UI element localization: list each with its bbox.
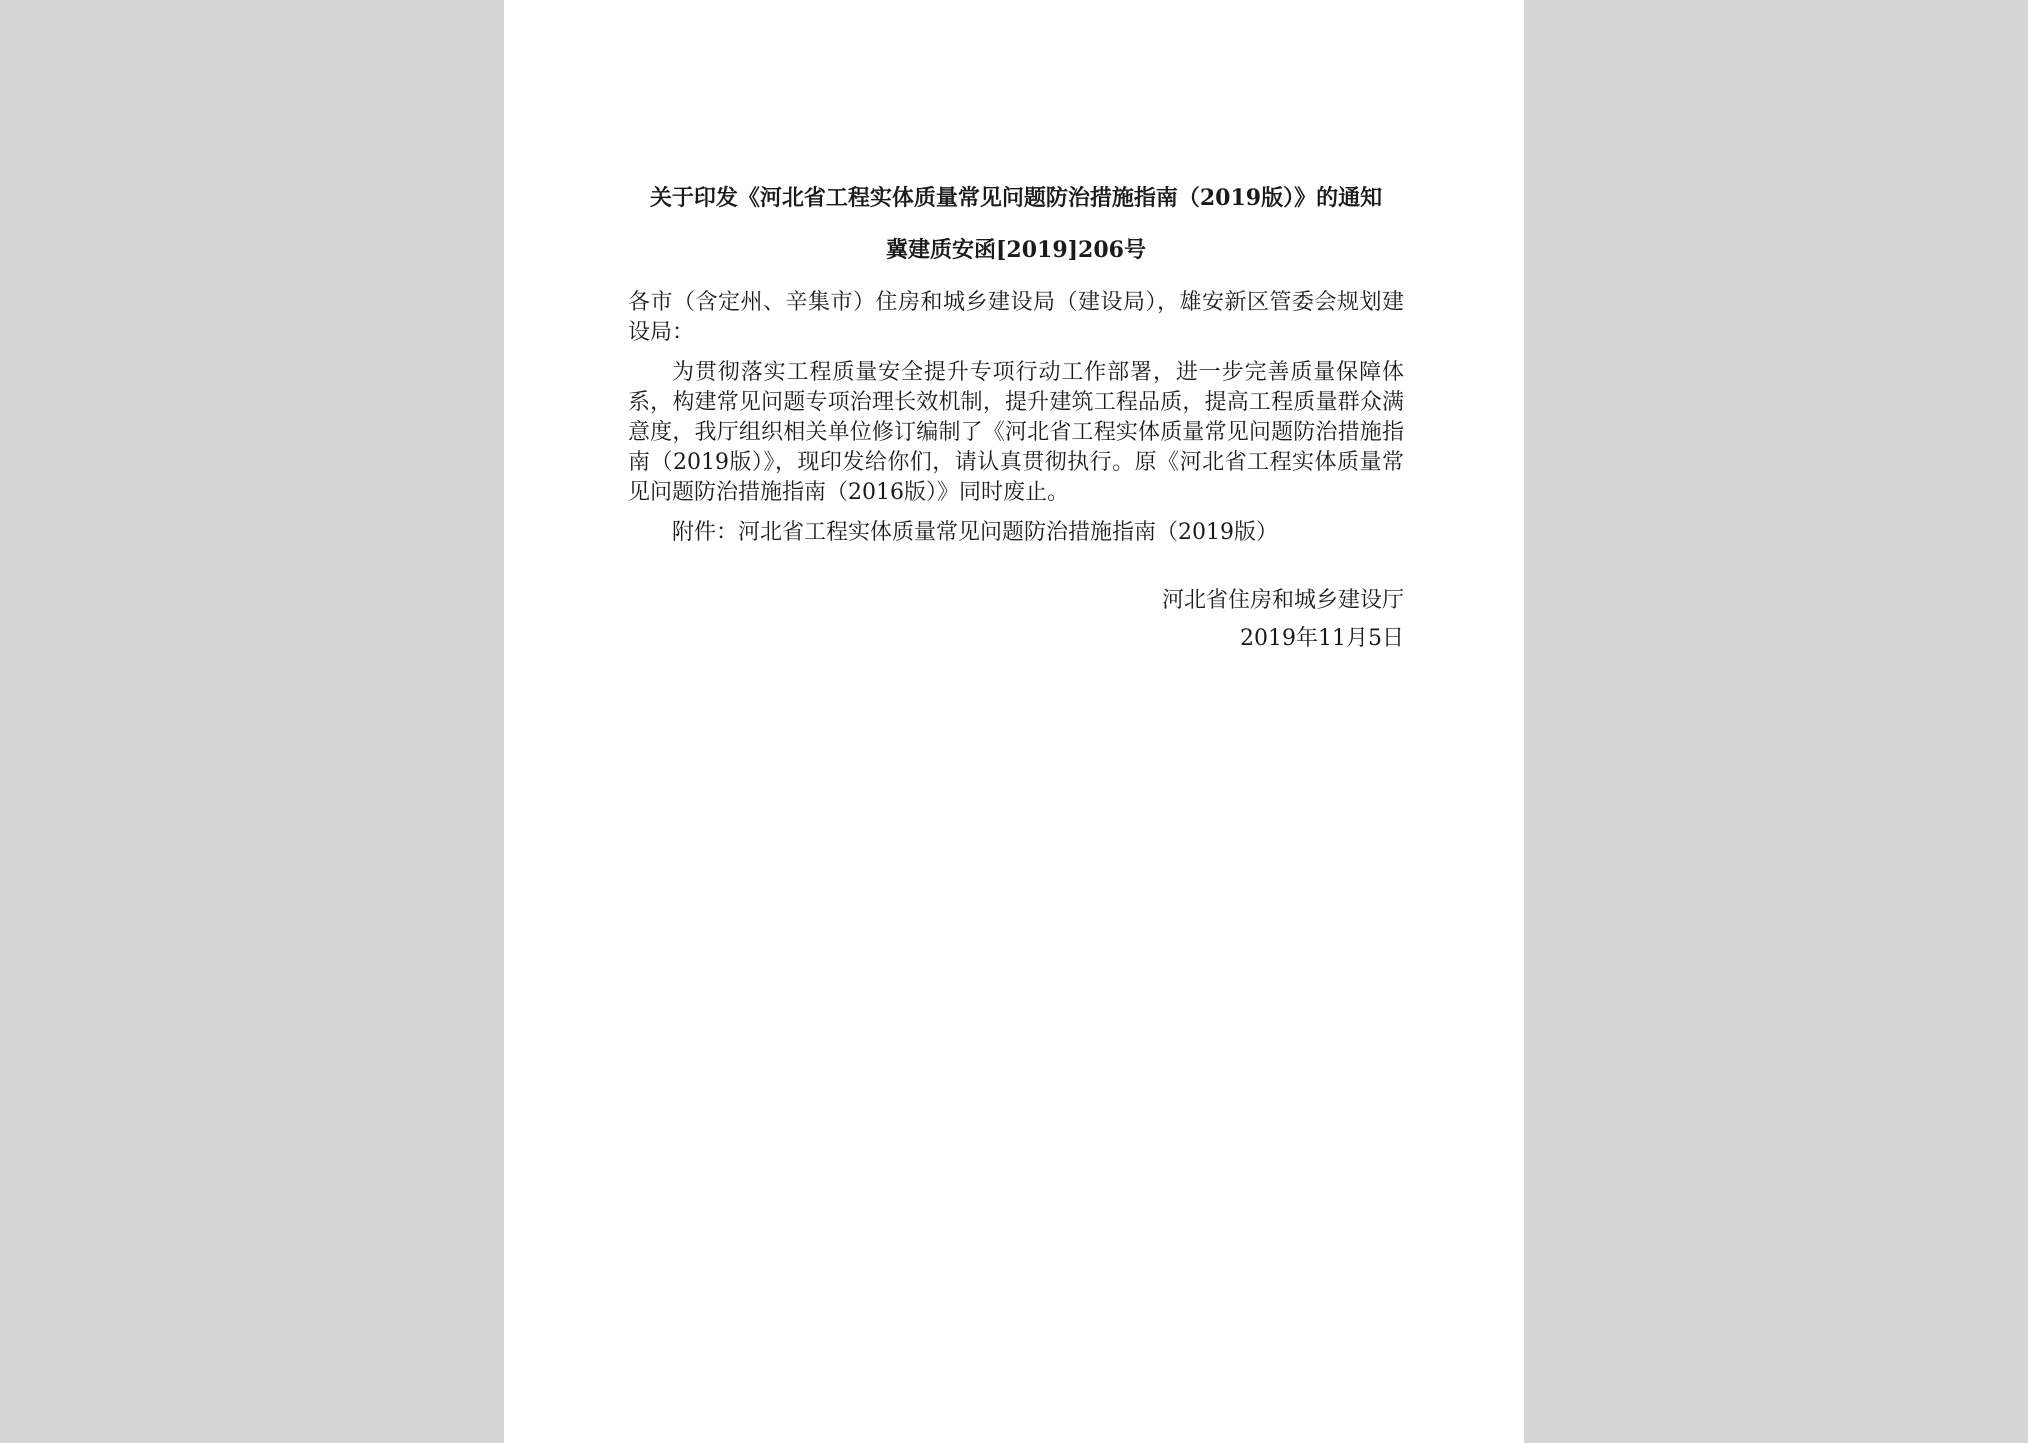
addressee: 各市（含定州、辛集市）住房和城乡建设局（建设局），雄安新区管委会规划建设局： [628,290,1404,345]
issuer-signature: 河北省住房和城乡建设厅 [1161,588,1404,613]
issue-date: 2019年11月5日 [1240,626,1404,651]
attachment-line: 附件：河北省工程实体质量常见问题防治措施指南（2019版） [672,520,1278,545]
document-title: 关于印发《河北省工程实体质量常见问题防治措施指南（2019版）》的通知 [649,185,1383,211]
body-paragraph: 为贯彻落实工程质量安全提升专项行动工作部署，进一步完善质量保障体系，构建常见问题专项治理长效机制，提升建筑工程品质，提高工程质量群众满意度，我厅组织相关单位修订编制了《河北省工程实体质量常见问题防治措施指南（2019版）》，现印发给你们，请认真贯彻执行。原《河北省工程实体质量常见问题防治措施指南（2016版）》同时废止。 [628,360,1404,505]
document-number: 冀建质安函[2019]206号 [886,237,1146,263]
document-page [504,0,1524,1443]
notice-body [628,182,1404,658]
